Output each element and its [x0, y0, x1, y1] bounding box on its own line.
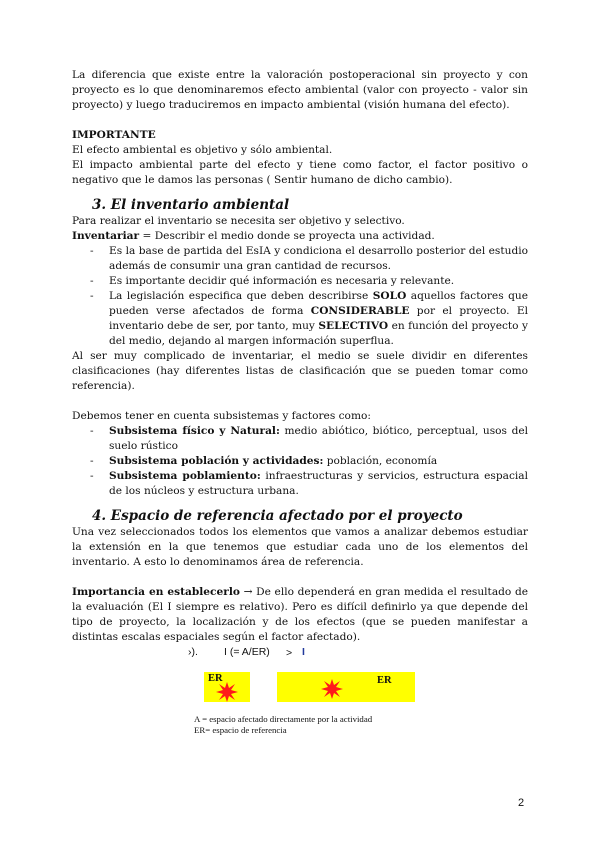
classification-paragraph: Al ser muy complicado de inventariar, el medio se suele dividir en diferentes clasificaciones (hay diferentes listas de clasificación que se pueden tomar como referencia).: [72, 350, 528, 392]
inventariar-term: Inventariar: [72, 230, 140, 242]
reference-area-box: [277, 672, 415, 702]
reference-area-figure: [188, 644, 418, 744]
list-item: - Subsistema físico y Natural: medio abiótico, biótico, perceptual, usos del suelo rústico: [72, 424, 528, 454]
inventory-bullet-list: [72, 244, 528, 349]
list-item: - Es importante decidir qué información es necesaria y relevante.: [72, 274, 528, 289]
section-3-line-1: Para realizar el inventario se necesita ser objetivo y selectivo.: [72, 215, 405, 227]
inventariar-desc: = Describir el medio donde se proyecta una actividad.: [139, 230, 435, 242]
er-label-small: ER: [208, 673, 223, 684]
document-body: [72, 68, 528, 645]
subsystems-list: [72, 424, 528, 499]
importance-paragraph: Importancia en establecerlo → De ello dependerá en gran medida el resultado de la evaluación (El I siempre es relativo). Pero es difícil definirlo ya que depende del tipo de proyecto, la localización y de los efectos (que se pueden manifestar a distintas escalas espaciales según el factor afectado).: [72, 586, 528, 643]
affected-area-box: [204, 672, 250, 702]
explosion-icon: [216, 682, 238, 702]
figure-caption-2: ER= espacio de referencia: [194, 725, 287, 735]
greater-than-sign: >: [286, 647, 293, 659]
figure-caption-1: A = espacio afectado directamente por la actividad: [194, 714, 373, 724]
intro-paragraph: La diferencia que existe entre la valoración postoperacional sin proyecto y con proyecto es lo que denominaremos efecto ambiental (valor con proyecto - valor sin proyecto) y luego traduciremos en impacto ambiental (visión humana del efecto).: [72, 69, 528, 111]
equation-rhs: I: [302, 646, 305, 658]
list-item: - Subsistema poblamiento: infraestructuras y servicios, estructura espacial de los núcleos y estructura urbana.: [72, 469, 528, 499]
figure-prefix: ›).: [188, 646, 198, 658]
section-4-paragraph-1: Una vez seleccionados todos los elementos que vamos a analizar debemos estudiar la extensión en la que tenemos que estudiar cada uno de los elementos del inventario. A esto lo denominamos área de referencia.: [72, 526, 528, 568]
subsystems-intro: Debemos tener en cuenta subsistemas y factores como:: [72, 410, 371, 422]
section-4-title: 4. Espacio de referencia afectado por el proyecto: [92, 508, 463, 524]
important-line-1: El efecto ambiental es objetivo y sólo ambiental.: [72, 144, 333, 156]
important-heading: IMPORTANTE: [72, 129, 156, 141]
page-number: 2: [518, 797, 525, 809]
explosion-icon: [321, 679, 343, 699]
inventariar-definition: [72, 229, 528, 244]
er-label-big: ER: [377, 675, 392, 686]
list-item: - La legislación especifica que deben describirse SOLO aquellos factores que pueden verse afectados de forma CONSIDERABLE por el proyecto. El inventario debe de ser, por tanto, muy SELECTIVO en función del proyecto y del medio, dejando al margen información superflua.: [72, 289, 528, 349]
section-3-title: 3. El inventario ambiental: [92, 197, 290, 213]
list-item: - Es la base de partida del EsIA y condiciona el desarrollo posterior del estudio además de consumir una gran cantidad de recursos.: [72, 244, 528, 274]
list-item: - Subsistema población y actividades: población, economía: [72, 454, 528, 469]
equation-lhs: I (= A/ER): [224, 646, 270, 658]
important-line-2: El impacto ambiental parte del efecto y tiene como factor, el factor positivo o negativo que le damos las personas ( Sentir humano de dicho cambio).: [72, 159, 528, 186]
